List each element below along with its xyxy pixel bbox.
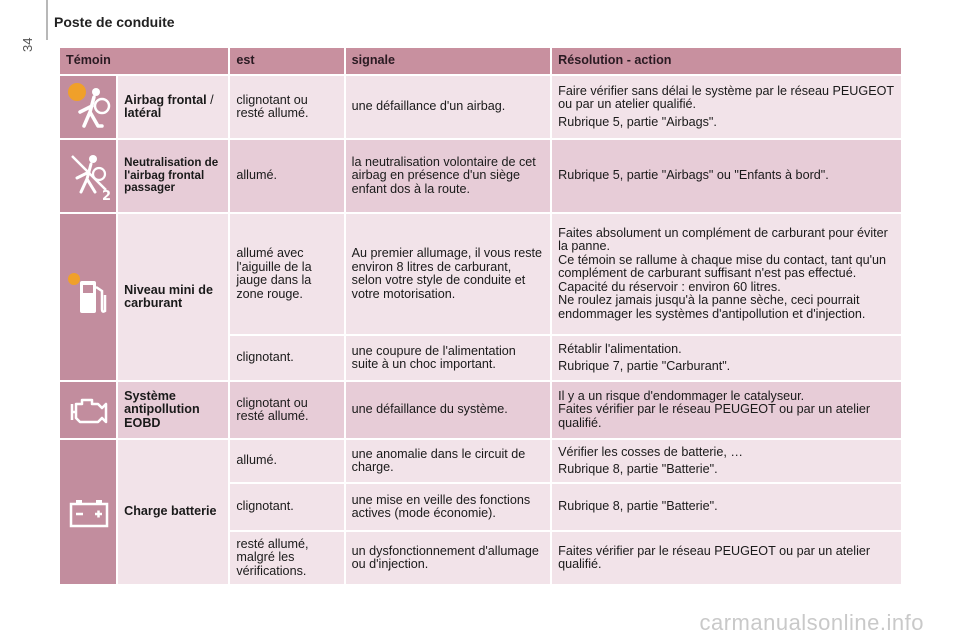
eobd-name: Système antipollution EOBD <box>118 382 228 438</box>
airbag-off-icon <box>66 150 112 202</box>
fuel-resolution: Faites absolument un complément de carburant pour éviter la panne. Ce témoin se rallume à chaque mise du contact, tant qu'un complément de carburant suffisant n'est pas effectué. Capacité du réservoir : environ 60 litres. Ne roulez jamais jusqu'à la panne sèche, ceci pourrait endommager les systèmes d'antipollution et d'injection. <box>552 214 901 334</box>
neutralisation-resolution: Rubrique 5, partie "Airbags" ou "Enfants à bord". <box>552 140 901 212</box>
engine-check-icon <box>66 390 112 430</box>
battery-signal-1: une anomalie dans le circuit de charge. <box>346 440 550 482</box>
eobd-resolution: Il y a un risque d'endommager le catalyseur. Faites vérifier par le réseau PEUGEOT ou par un atelier qualifié. <box>552 382 901 438</box>
table-row <box>60 440 901 482</box>
header-rule <box>46 0 48 40</box>
column-header-temoin: Témoin <box>60 48 228 74</box>
battery-resolution-3: Faites vérifier par le réseau PEUGEOT ou par un atelier qualifié. <box>552 532 901 584</box>
eobd-signal: une défaillance du système. <box>346 382 550 438</box>
airbag-state: clignotant ou resté allumé. <box>230 76 343 138</box>
battery-state-2: clignotant. <box>230 484 343 530</box>
table-row <box>60 382 901 438</box>
battery-resolution-1: Vérifier les cosses de batterie, … Rubrique 8, partie "Batterie". <box>552 440 901 482</box>
neutralisation-name: Neutralisation de l'airbag frontal passager <box>118 140 228 212</box>
battery-resolution-2: Rubrique 8, partie "Batterie". <box>552 484 901 530</box>
battery-icon <box>66 494 112 530</box>
table-row <box>60 140 901 212</box>
eobd-state: clignotant ou resté allumé. <box>230 382 343 438</box>
airbag-icon <box>66 82 112 132</box>
page-title: Poste de conduite <box>54 14 175 30</box>
page-number: 34 <box>20 37 35 52</box>
battery-state-3: resté allumé, malgré les vérifications. <box>230 532 343 584</box>
airbag-signal: une défaillance d'un airbag. <box>346 76 550 138</box>
airbag-off-icon-cell <box>60 140 116 212</box>
battery-name: Charge batterie <box>118 440 228 584</box>
fuel-name: Niveau mini de carburant <box>118 214 228 380</box>
battery-icon-cell <box>60 440 116 584</box>
column-header-resolution: Résolution - action <box>552 48 901 74</box>
column-header-signale: signale <box>346 48 550 74</box>
table-row <box>60 76 901 138</box>
battery-signal-3: un dysfonctionnement d'allumage ou d'injection. <box>346 532 550 584</box>
neutralisation-signal: la neutralisation volontaire de cet airbag en présence d'un siège enfant dos à la route. <box>346 140 550 212</box>
fuel-pump-icon <box>66 271 112 323</box>
airbag-resolution: Faire vérifier sans délai le système par le réseau PEUGEOT ou par un atelier qualifié. Rubrique 5, partie "Airbags". <box>552 76 901 138</box>
column-header-est: est <box>230 48 343 74</box>
warning-lights-table <box>58 46 903 586</box>
airbag-icon-cell <box>60 76 116 138</box>
battery-state-1: allumé. <box>230 440 343 482</box>
fuel-resolution-2: Rétablir l'alimentation. Rubrique 7, partie "Carburant". <box>552 336 901 380</box>
svg-text:2: 2 <box>102 189 112 202</box>
battery-signal-2: une mise en veille des fonctions actives (mode économie). <box>346 484 550 530</box>
airbag-name: Airbag frontal / latéral <box>118 76 228 138</box>
neutralisation-state: allumé. <box>230 140 343 212</box>
engine-icon-cell <box>60 382 116 438</box>
fuel-state-2: clignotant. <box>230 336 343 380</box>
table-row <box>60 214 901 334</box>
table-header-row <box>60 48 901 74</box>
fuel-signal: Au premier allumage, il vous reste environ 8 litres de carburant, selon votre style de conduite et votre motorisation. <box>346 214 550 334</box>
watermark: carmanualsonline.info <box>699 610 924 635</box>
fuel-state: allumé avec l'aiguille de la jauge dans la zone rouge. <box>230 214 343 334</box>
fuel-icon-cell <box>60 214 116 380</box>
fuel-signal-2: une coupure de l'alimentation suite à un choc important. <box>346 336 550 380</box>
